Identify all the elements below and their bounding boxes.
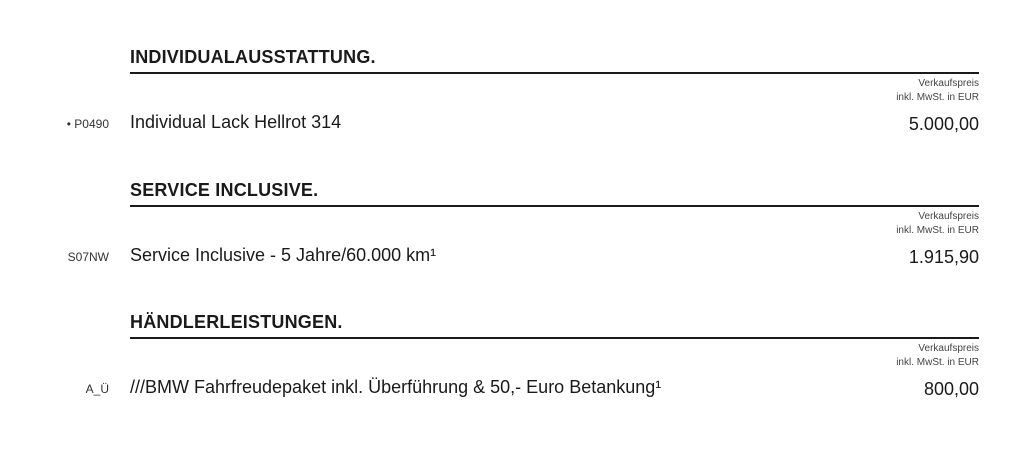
section-service-inclusive [0,179,1024,307]
item-price: 5.000,00 [908,114,979,134]
section-divider [130,205,979,207]
price-header-line2: inkl. MwSt. in EUR [896,92,979,103]
item-description: Service Inclusive - 5 Jahre/60.000 km¹ [130,245,437,265]
section-haendlerleistungen [0,311,1024,439]
item-code: • P0490 [66,117,109,131]
section-title: INDIVIDUALAUSSTATTUNG. [130,47,376,67]
price-header-line2: inkl. MwSt. in EUR [896,225,979,236]
item-description: ///BMW Fahrfreudepaket inkl. Überführung & 50,- Euro Betankung¹ [130,377,662,397]
section-divider [130,72,979,74]
item-code: S07NW [67,250,109,264]
item-price: 800,00 [923,379,979,399]
section-title: SERVICE INCLUSIVE. [130,180,319,200]
item-price: 1.915,90 [908,247,979,267]
section-title: HÄNDLERLEISTUNGEN. [130,312,343,332]
price-column-header [896,342,979,370]
price-header-line2: inkl. MwSt. in EUR [896,357,979,368]
section-divider [130,337,979,339]
price-column-header [896,77,979,105]
price-header-line1: Verkaufspreis [918,211,979,222]
section-individualausstattung [0,46,1024,174]
item-description: Individual Lack Hellrot 314 [130,112,342,132]
price-header-line1: Verkaufspreis [918,343,979,354]
price-header-line1: Verkaufspreis [918,78,979,89]
price-column-header [896,210,979,238]
item-code: A_Ü [85,382,109,396]
